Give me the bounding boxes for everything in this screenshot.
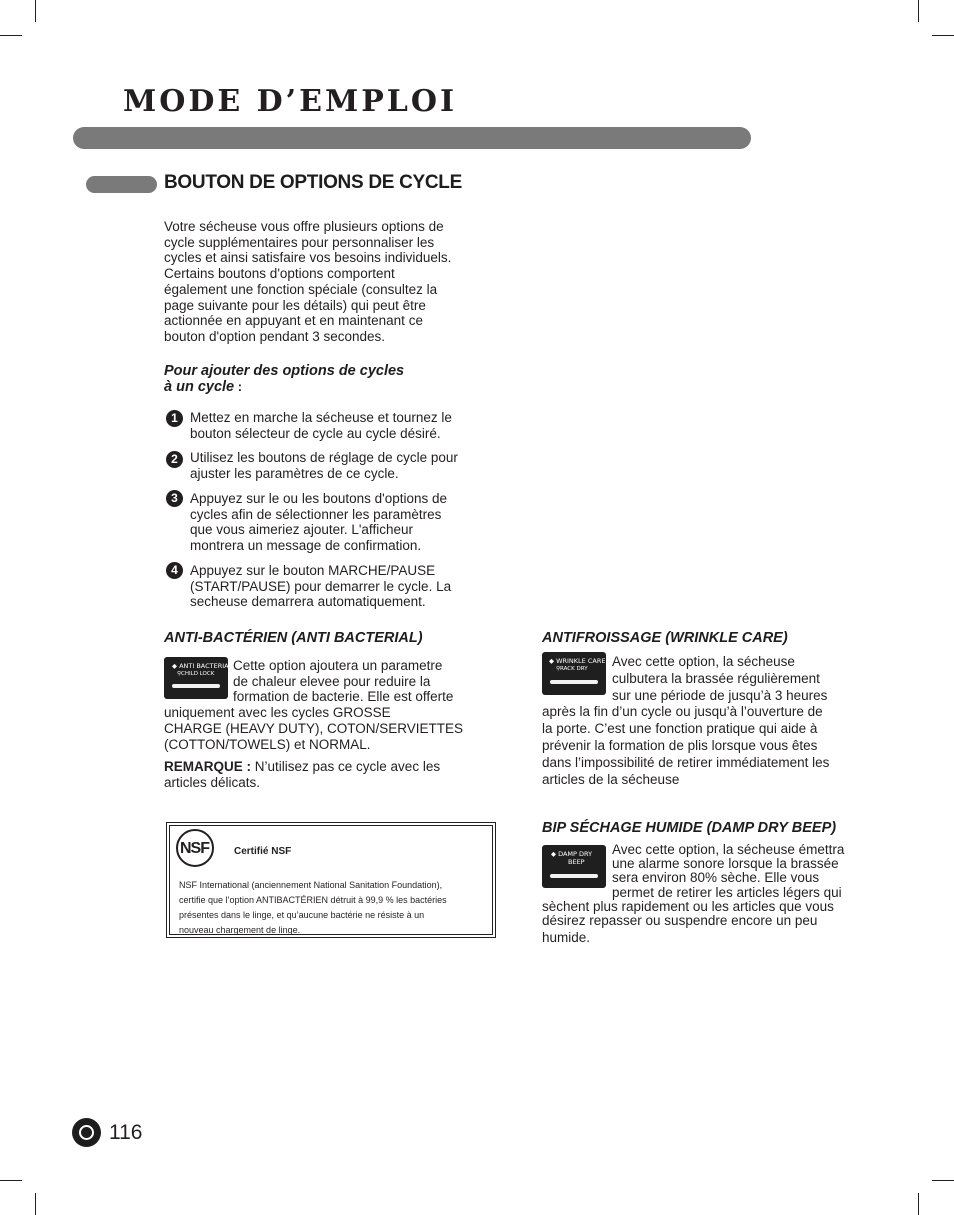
intro-line: bouton d'option pendant 3 secondes. [164, 328, 386, 344]
nsf-title: Certifié NSF [234, 846, 292, 857]
text-line: de chaleur elevee pour reduire la [233, 673, 431, 689]
icon-label: ◆ ANTI BACTERIAL [172, 662, 233, 670]
crop-mark [918, 0, 919, 22]
nsf-certification-box [166, 822, 496, 938]
step-line: bouton sélecteur de cycle au cycle désiré. [190, 425, 441, 441]
wrinkle-care-text [542, 654, 872, 788]
text-line: CHARGE (HEAVY DUTY), COTON/SERVIETTES [164, 720, 464, 736]
wrinkle-care-heading: ANTIFROISSAGE (WRINKLE CARE) [542, 630, 788, 646]
nsf-line: nouveau chargement de linge. [179, 925, 301, 935]
intro-line: Certains boutons d'options comportent [164, 266, 395, 282]
damp-dry-heading: BIP SÉCHAGE HUMIDE (DAMP DRY BEEP) [542, 820, 837, 836]
text-line: une alarme sonore lorsque la brassée [612, 856, 839, 872]
text-line: la porte. C’est une fonction pratique qui aide à [542, 721, 818, 737]
section-title: BOUTON DE OPTIONS DE CYCLE [164, 172, 462, 193]
page-number: 116 [109, 1121, 143, 1144]
damp-dry-text [542, 843, 877, 945]
crop-mark [932, 35, 954, 36]
icon-label: ◆ DAMP DRY [551, 850, 593, 858]
crop-mark [35, 0, 36, 22]
note-label: REMARQUE : [164, 759, 251, 774]
nsf-inner-frame [169, 825, 493, 935]
text-line: désirez repasser ou suspendre encore un peu [542, 913, 818, 929]
anti-bacterial-text [164, 658, 504, 752]
header-bar [73, 127, 751, 149]
text-line: permet de retirer les articles légers qui [612, 884, 842, 900]
intro-line: cycles et ainsi satisfaire vos besoins individuels. [164, 250, 452, 266]
text-line: dans l’impossibilité de retirer immédiatement les [542, 754, 830, 770]
intro-line: également une fonction spéciale (consultez la [164, 281, 438, 297]
note-line: articles délicats. [164, 774, 261, 790]
icon-label: ⚲RACK DRY [556, 666, 588, 672]
text-line: Avec cette option, la sécheuse [612, 654, 795, 669]
heading-colon: : [234, 379, 243, 394]
crop-mark [918, 1193, 919, 1215]
text-line: après la fin d’un cycle ou jusqu’à l’ouverture de [542, 704, 823, 720]
step-number-3: 3 [166, 490, 183, 507]
text-line: humide. [542, 930, 591, 946]
step-line: secheuse demarrera automatiquement. [190, 594, 426, 610]
step-number-2: 2 [166, 451, 183, 468]
icon-label: ⚲CHILD LOCK [177, 671, 215, 677]
text-line: sur une période de jusqu’à 3 heures [612, 687, 828, 703]
step-line: (START/PAUSE) pour demarrer le cycle. La [190, 578, 452, 594]
nsf-line: NSF International (anciennement National Sanitation Foundation), [179, 880, 443, 890]
intro-line: page suivante pour les détails) qui peut être [164, 297, 426, 313]
crop-mark [0, 1180, 22, 1181]
text-line: Cette option ajoutera un parametre [233, 658, 443, 673]
lg-logo-icon [72, 1118, 101, 1147]
text-line: uniquement avec les cycles GROSSE [164, 705, 391, 721]
anti-bacterial-heading: ANTI-BACTÉRIEN (ANTI BACTERIAL) [164, 630, 423, 646]
nsf-text [179, 878, 497, 938]
step-4-text [190, 563, 490, 610]
nsf-line: certifie que l’option ANTIBACTÉRIEN détruit à 99,9 % les bactéries [179, 895, 447, 905]
step-line: que vous aimeriez ajouter. L'afficheur [190, 522, 413, 538]
lg-logo-ring [79, 1125, 94, 1140]
step-number-1: 1 [166, 410, 183, 427]
step-line: montrera un message de confirmation. [190, 538, 422, 554]
note-text: N’utilisez pas ce cycle avec les [251, 759, 441, 774]
section-pill [86, 176, 157, 193]
step-line: Appuyez sur le bouton MARCHE/PAUSE [190, 563, 436, 578]
text-line: articles de la sécheuse [542, 771, 680, 787]
intro-line: actionnée en appuyant et en maintenant ce [164, 313, 423, 329]
heading-text: à un cycle [164, 379, 235, 395]
text-line: culbutera la brassée régulièrement [612, 670, 820, 686]
icon-label: ◆ WRINKLE CARE [549, 657, 606, 665]
intro-line: Votre sécheuse vous offre plusieurs options de [164, 219, 444, 234]
text-line: (COTTON/TOWELS) et NORMAL. [164, 736, 371, 752]
intro-paragraph [164, 219, 494, 345]
text-line: formation de bacterie. Elle est offerte [233, 689, 454, 705]
text-line: sèchent plus rapidement ou les articles que vous [542, 898, 834, 914]
icon-label: BEEP [568, 858, 585, 866]
crop-mark [932, 1180, 954, 1181]
step-line: ajuster les paramètres de ce cycle. [190, 465, 399, 481]
step-number-4: 4 [166, 562, 183, 579]
step-line: Mettez en marche la sécheuse et tournez le [190, 410, 452, 425]
page-title: MODE D’EMPLOI [123, 84, 458, 119]
step-line: cycles afin de sélectionner les paramètres [190, 506, 442, 522]
nsf-logo-icon [176, 829, 214, 867]
crop-mark [35, 1193, 36, 1215]
note-line [164, 759, 504, 775]
step-3-text [190, 491, 490, 554]
heading-line [164, 379, 494, 395]
text-line: prévenir la formation de plis lorsque vous êtes [542, 737, 818, 753]
nsf-line: présentes dans le linge, et qu’aucune bactérie ne résiste à un [179, 910, 425, 920]
step-line: Utilisez les boutons de réglage de cycle pour [190, 450, 458, 465]
text-line: Avec cette option, la sécheuse émettra [612, 842, 845, 857]
nsf-logo-text: NSF [180, 840, 209, 857]
step-line: Appuyez sur le ou les boutons d'options de [190, 491, 448, 506]
step-2-text [190, 450, 490, 481]
add-options-heading [164, 363, 494, 395]
crop-mark [0, 35, 22, 36]
anti-bacterial-note [164, 759, 504, 790]
heading-line: Pour ajouter des options de cycles [164, 363, 405, 379]
step-1-text [190, 410, 490, 441]
intro-line: cycle supplémentaires pour personnaliser les [164, 234, 435, 250]
text-line: sera environ 80% sèche. Elle vous [612, 870, 820, 886]
